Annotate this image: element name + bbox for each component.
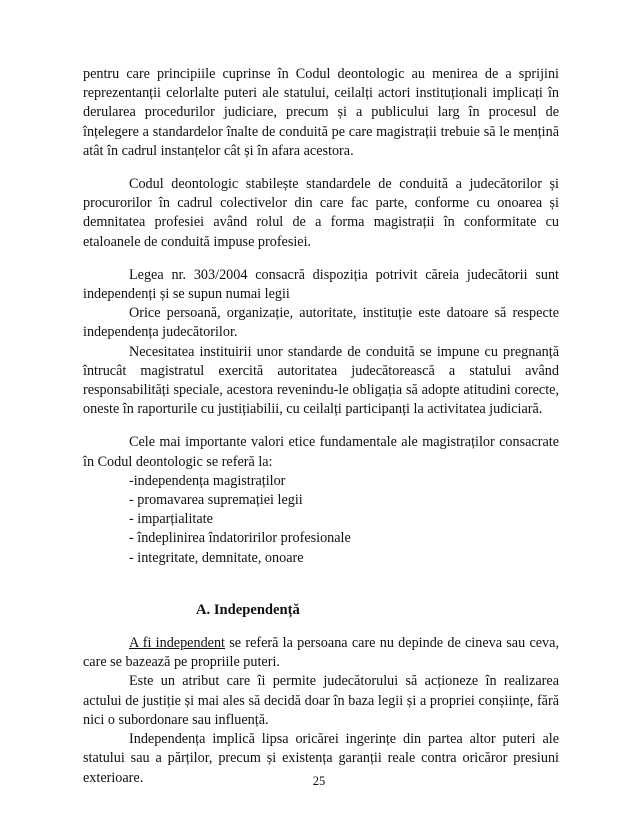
list-item: - promavarea supremației legii (129, 492, 303, 509)
paragraph-intro-continuation: pentru care principiile cuprinse în Codul deontologic au menirea de a sprijini reprezentanții celorlalte puteri ale statului, ceilalți actori instituționali implicați în derularea procedurilor judiciare, precum și a publicului larg în procesul de înțelegere a standardelor înalte de conduită pe care magistrații trebuie să le mențină atât în cadrul instanțelor cât și în afara acestora. (83, 66, 559, 159)
section-spacer (83, 620, 559, 634)
paragraph-a-fi-independent (83, 634, 559, 672)
paragraph-spacer (83, 161, 559, 175)
underlined-term: A fi independent (129, 635, 225, 652)
paragraph-text: se referă la persoana care nu depinde de cineva sau ceva, care se bazează pe propriile puteri. (83, 635, 559, 671)
paragraph-orice-persoana: Orice persoană, organizație, autoritate, instituție este datoare să respecte independența judecătorilor. (83, 305, 559, 341)
paragraph-valori-etice: Cele mai importante valori etice fundamentale ale magistraților consacrate în Codul deontologic se referă la: (83, 434, 559, 470)
paragraph-independenta-implica: Independența implică lipsa oricărei ingerințe din partea altor puteri ale statului sau a părților, precum și existența garanții reale contra oricăror presiuni exterioare. (83, 731, 559, 786)
section-spacer (83, 568, 559, 587)
paragraph-spacer (83, 252, 559, 266)
section-spacer (83, 587, 559, 601)
paragraph-atribut: Este un atribut care îi permite judecătorului să acționeze în realizarea actului de justiție și mai ales să decidă doar în baza legii și a propriei conșiințe, fără nici o subordonare sau influență. (83, 673, 559, 728)
list-item: - îndeplinirea îndatoririlor profesionale (129, 530, 351, 547)
list-item: - imparțialitate (129, 511, 213, 528)
page-number: 25 (312, 774, 326, 788)
document-page (83, 65, 559, 788)
paragraph-necesitatea: Necesitatea instituirii unor standarde de conduită se impune cu pregnanță întrucât magistratul exercită autoritatea judecătorească a statului având responsabilități speciale, acestora revenindu-le obligația să adopte atitudini corecte, oneste în raporturile cu justițiabilii, cu ceilalți participanți la activitatea judiciară. (83, 343, 559, 418)
paragraph-codul-deontologic: Codul deontologic stabilește standardele de conduită a judecătorilor și procurorilor în cadrul colectivelor din care fac parte, conforme cu onoarea și demnitatea profesiei având rolul de a forma magistrații în conformitate cu etaloanele de conduită impuse profesiei. (83, 176, 559, 250)
section-heading: A. Independență (196, 601, 300, 618)
list-item: -independența magistraților (129, 472, 286, 489)
values-list (83, 472, 559, 568)
paragraph-legea-303: Legea nr. 303/2004 consacră dispoziția potrivit căreia judecătorii sunt independenți și se supun numai legii (83, 266, 559, 303)
list-item: - integritate, demnitate, onoare (129, 549, 304, 566)
paragraph-spacer (83, 419, 559, 433)
